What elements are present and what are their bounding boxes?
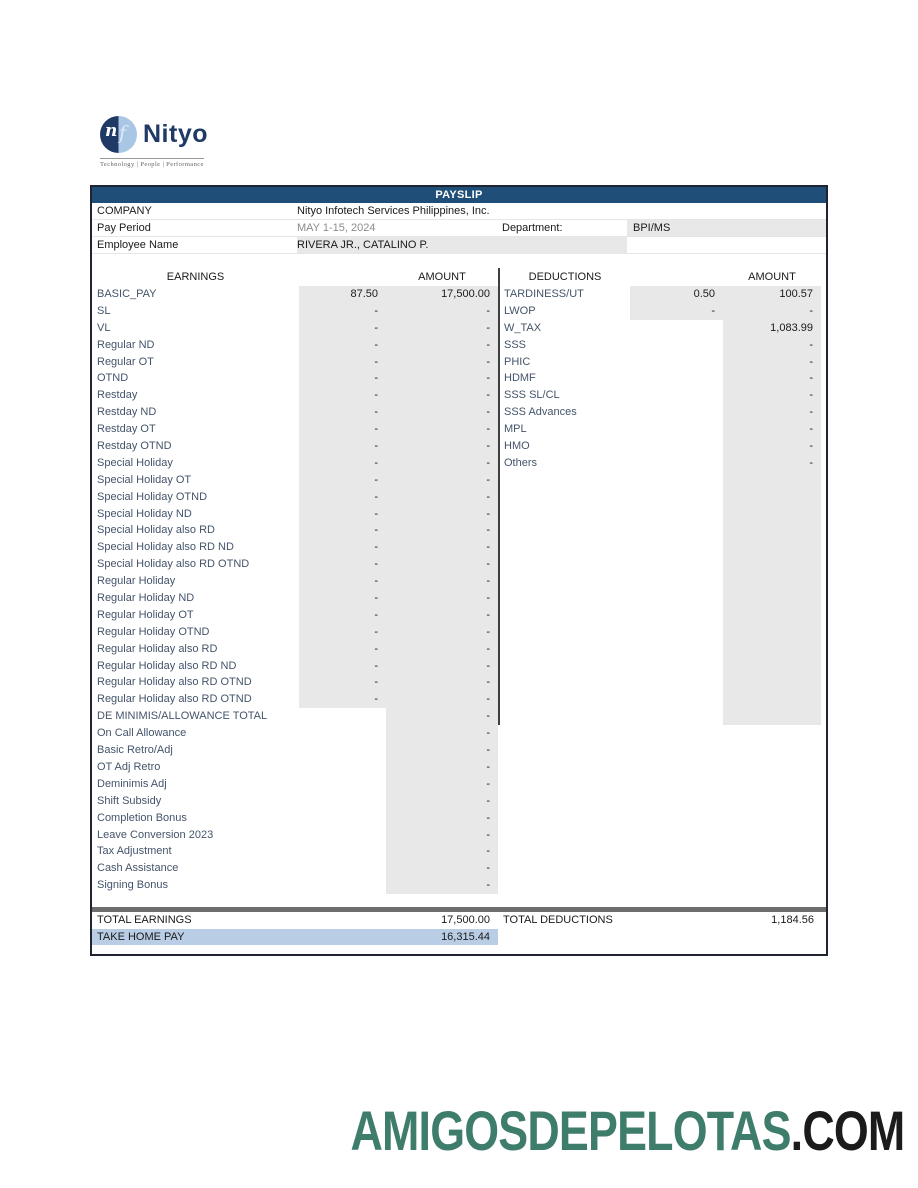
deduction-row xyxy=(500,320,826,337)
earning-row xyxy=(92,455,498,472)
item-hours: - xyxy=(299,455,386,472)
item-hours: - xyxy=(299,370,386,387)
item-amount: 17,500.00 xyxy=(386,286,498,303)
earning-row xyxy=(92,793,498,810)
employee-value: RIVERA JR., CATALINO P. xyxy=(297,237,627,253)
department-label: Department: xyxy=(502,222,563,234)
total-deductions-label: TOTAL DEDUCTIONS xyxy=(503,914,613,927)
item-amount: - xyxy=(386,843,498,860)
item-hours xyxy=(630,438,723,455)
item-hours xyxy=(630,404,723,421)
item-label: Restday OT xyxy=(97,423,156,436)
item-label: Special Holiday xyxy=(97,456,173,469)
employee-row xyxy=(92,237,826,254)
earning-row xyxy=(92,337,498,354)
item-hours: - xyxy=(299,607,386,624)
earning-row xyxy=(92,472,498,489)
item-label: BASIC_PAY xyxy=(97,288,157,300)
item-hours: - xyxy=(299,404,386,421)
item-label: Regular Holiday also RD ND xyxy=(97,659,237,672)
item-hours xyxy=(630,421,723,438)
item-hours xyxy=(299,793,386,810)
deduction-row xyxy=(500,438,826,455)
item-label: Regular Holiday also RD xyxy=(97,642,218,655)
item-amount: - xyxy=(386,421,498,438)
item-hours: - xyxy=(299,624,386,641)
item-amount: - xyxy=(386,708,498,725)
item-hours xyxy=(299,810,386,827)
item-hours: - xyxy=(299,539,386,556)
item-hours: - xyxy=(299,387,386,404)
earning-row xyxy=(92,438,498,455)
deduction-row xyxy=(500,404,826,421)
item-amount: - xyxy=(386,607,498,624)
earnings-header xyxy=(92,268,498,286)
deduction-row xyxy=(500,421,826,438)
item-label: Special Holiday also RD xyxy=(97,524,215,537)
item-label: SSS Advances xyxy=(504,406,577,419)
item-label: Special Holiday OT xyxy=(97,473,192,486)
item-hours: 87.50 xyxy=(299,286,386,303)
item-amount: - xyxy=(386,472,498,489)
item-label: LWOP xyxy=(504,304,536,317)
take-home-pay-highlight xyxy=(92,929,498,945)
company-value: Nityo Infotech Services Philippines, Inc. xyxy=(297,205,490,217)
earning-row xyxy=(92,759,498,776)
item-label: Regular Holiday also RD OTND xyxy=(97,693,252,706)
item-label: W_TAX xyxy=(504,321,542,334)
item-hours: - xyxy=(299,303,386,320)
item-amount: - xyxy=(386,438,498,455)
total-earnings-value: 17,500.00 xyxy=(441,914,490,927)
item-label: Cash Assistance xyxy=(97,862,179,875)
item-hours: 0.50 xyxy=(630,286,723,303)
total-earnings-label: TOTAL EARNINGS xyxy=(97,914,192,927)
earning-row xyxy=(92,725,498,742)
item-hours xyxy=(630,337,723,354)
earning-row xyxy=(92,877,498,894)
item-hours xyxy=(630,370,723,387)
item-hours: - xyxy=(299,556,386,573)
item-hours: - xyxy=(299,658,386,675)
item-hours: - xyxy=(630,303,723,320)
item-amount: - xyxy=(386,522,498,539)
item-hours xyxy=(299,877,386,894)
earning-row xyxy=(92,691,498,708)
item-hours xyxy=(630,387,723,404)
deduction-row xyxy=(500,455,826,472)
item-label: OTND xyxy=(97,372,129,385)
item-label: Regular ND xyxy=(97,338,155,351)
item-label: Leave Conversion 2023 xyxy=(97,828,214,841)
pay-period-label: Pay Period xyxy=(97,222,151,234)
item-amount: - xyxy=(723,438,821,455)
item-label: Signing Bonus xyxy=(97,879,168,892)
earning-row xyxy=(92,827,498,844)
item-hours: - xyxy=(299,522,386,539)
deductions-amount-header: AMOUNT xyxy=(748,271,796,283)
item-amount: - xyxy=(386,455,498,472)
earning-row xyxy=(92,708,498,725)
earning-row xyxy=(92,658,498,675)
item-hours xyxy=(299,827,386,844)
item-label: Regular Holiday also RD OTND xyxy=(97,676,252,689)
deduction-row xyxy=(500,303,826,320)
item-amount: - xyxy=(386,404,498,421)
item-hours: - xyxy=(299,641,386,658)
item-label: Deminimis Adj xyxy=(97,777,167,790)
item-amount: - xyxy=(386,337,498,354)
item-amount: - xyxy=(386,725,498,742)
earning-row xyxy=(92,810,498,827)
item-label: DE MINIMIS/ALLOWANCE TOTAL xyxy=(97,710,268,723)
earnings-section xyxy=(92,268,498,894)
item-amount: - xyxy=(386,641,498,658)
item-amount: - xyxy=(386,556,498,573)
item-amount: - xyxy=(386,506,498,523)
item-label: Regular Holiday ND xyxy=(97,592,195,605)
payslip-card xyxy=(90,185,828,956)
item-label: On Call Allowance xyxy=(97,727,187,740)
deduction-row xyxy=(500,370,826,387)
deductions-filler-shading xyxy=(723,472,821,726)
item-amount: - xyxy=(386,691,498,708)
earning-row xyxy=(92,387,498,404)
item-amount: - xyxy=(723,370,821,387)
earnings-deductions-area xyxy=(92,268,826,894)
earning-row xyxy=(92,674,498,691)
item-hours xyxy=(299,843,386,860)
earning-row xyxy=(92,370,498,387)
item-hours xyxy=(299,860,386,877)
earning-row xyxy=(92,506,498,523)
earnings-title: EARNINGS xyxy=(166,271,225,283)
item-amount: 100.57 xyxy=(723,286,821,303)
item-amount: - xyxy=(386,810,498,827)
item-hours xyxy=(299,742,386,759)
nityo-logo-icon xyxy=(100,116,137,153)
earning-row xyxy=(92,303,498,320)
item-label: SSS SL/CL xyxy=(504,389,560,402)
total-deductions-value: 1,184.56 xyxy=(771,914,814,927)
deductions-title: DEDUCTIONS xyxy=(528,271,602,283)
earning-row xyxy=(92,286,498,303)
item-amount: - xyxy=(386,590,498,607)
item-hours xyxy=(299,776,386,793)
item-amount: - xyxy=(386,370,498,387)
item-label: Completion Bonus xyxy=(97,811,187,824)
item-amount: - xyxy=(386,320,498,337)
item-label: SSS xyxy=(504,338,527,351)
item-amount: - xyxy=(386,759,498,776)
brand-tagline: Technology | People | Performance xyxy=(100,161,204,168)
item-hours: - xyxy=(299,320,386,337)
item-amount: - xyxy=(386,489,498,506)
item-amount: - xyxy=(723,303,821,320)
earning-row xyxy=(92,421,498,438)
item-hours xyxy=(630,320,723,337)
deductions-section xyxy=(500,268,826,725)
earning-row xyxy=(92,404,498,421)
take-home-pay-label: TAKE HOME PAY xyxy=(97,931,185,944)
item-hours: - xyxy=(299,421,386,438)
item-amount: - xyxy=(386,742,498,759)
item-hours: - xyxy=(299,472,386,489)
item-hours: - xyxy=(299,337,386,354)
nityo-logo xyxy=(100,116,270,168)
earning-row xyxy=(92,320,498,337)
item-amount: - xyxy=(723,337,821,354)
item-amount: - xyxy=(386,539,498,556)
item-label: HDMF xyxy=(504,372,536,385)
earnings-rows xyxy=(92,286,498,894)
item-label: Regular Holiday xyxy=(97,575,176,588)
item-label: Special Holiday ND xyxy=(97,507,192,520)
item-label: Regular Holiday OT xyxy=(97,608,194,621)
item-label: TARDINESS/UT xyxy=(504,288,584,300)
item-amount: - xyxy=(386,303,498,320)
item-label: Special Holiday also RD OTND xyxy=(97,558,250,571)
item-label: SL xyxy=(97,304,111,317)
deduction-row xyxy=(500,387,826,404)
brand-name: Nityo xyxy=(143,120,208,148)
item-amount: - xyxy=(723,421,821,438)
company-label: COMPANY xyxy=(97,205,152,217)
logo-monogram-n: n xyxy=(105,121,118,141)
earning-row xyxy=(92,607,498,624)
item-label: Regular OT xyxy=(97,355,154,368)
item-amount: - xyxy=(386,624,498,641)
earning-row xyxy=(92,522,498,539)
item-amount: - xyxy=(386,860,498,877)
item-amount: - xyxy=(386,354,498,371)
item-hours: - xyxy=(299,674,386,691)
deductions-rows xyxy=(500,286,826,472)
earning-row xyxy=(92,539,498,556)
earning-row xyxy=(92,354,498,371)
item-label: HMO xyxy=(504,440,530,453)
item-label: Tax Adjustment xyxy=(97,845,172,858)
earning-row xyxy=(92,742,498,759)
site-watermark xyxy=(350,1098,904,1163)
item-amount: 1,083.99 xyxy=(723,320,821,337)
item-amount: - xyxy=(386,827,498,844)
earning-row xyxy=(92,573,498,590)
earning-row xyxy=(92,489,498,506)
earning-row xyxy=(92,556,498,573)
item-label: Others xyxy=(504,456,538,469)
item-label: MPL xyxy=(504,423,527,436)
item-amount: - xyxy=(723,354,821,371)
item-hours xyxy=(630,354,723,371)
deductions-header xyxy=(500,268,826,286)
item-hours: - xyxy=(299,506,386,523)
item-hours: - xyxy=(299,438,386,455)
item-amount: - xyxy=(386,658,498,675)
item-amount: - xyxy=(723,455,821,472)
item-hours: - xyxy=(299,590,386,607)
department-value: BPI/MS xyxy=(627,220,826,236)
logo-divider xyxy=(100,158,204,159)
pay-period-row xyxy=(92,220,826,237)
item-amount: - xyxy=(723,404,821,421)
item-hours: - xyxy=(299,354,386,371)
item-label: Basic Retro/Adj xyxy=(97,744,173,757)
take-home-pay-value: 16,315.44 xyxy=(441,931,490,944)
item-hours: - xyxy=(299,489,386,506)
earning-row xyxy=(92,624,498,641)
item-label: Restday OTND xyxy=(97,440,172,453)
earnings-amount-header: AMOUNT xyxy=(418,271,466,283)
item-label: VL xyxy=(97,321,111,334)
watermark-primary: AMIGOSDEPELOTAS xyxy=(350,1099,791,1162)
item-amount: - xyxy=(723,387,821,404)
earning-row xyxy=(92,776,498,793)
take-home-pay-row xyxy=(92,929,826,945)
deduction-row xyxy=(500,337,826,354)
item-hours: - xyxy=(299,573,386,590)
earning-row xyxy=(92,860,498,877)
item-label: Restday ND xyxy=(97,406,157,419)
item-label: Special Holiday also RD ND xyxy=(97,541,234,554)
item-amount: - xyxy=(386,573,498,590)
deduction-row xyxy=(500,354,826,371)
earning-row xyxy=(92,590,498,607)
item-label: OT Adj Retro xyxy=(97,760,161,773)
earning-row xyxy=(92,641,498,658)
item-amount: - xyxy=(386,674,498,691)
company-row xyxy=(92,203,826,220)
item-label: Special Holiday OTND xyxy=(97,490,208,503)
item-hours xyxy=(299,759,386,776)
item-amount: - xyxy=(386,387,498,404)
employee-label: Employee Name xyxy=(97,239,179,251)
watermark-suffix: .COM xyxy=(790,1099,904,1162)
item-label: Restday xyxy=(97,389,138,402)
pay-period-value: MAY 1-15, 2024 xyxy=(297,222,376,234)
totals-row xyxy=(92,912,826,929)
item-hours xyxy=(299,725,386,742)
deduction-row xyxy=(500,286,826,303)
item-amount: - xyxy=(386,776,498,793)
item-hours xyxy=(299,708,386,725)
item-label: Regular Holiday OTND xyxy=(97,625,210,638)
earning-row xyxy=(92,843,498,860)
logo-monogram-f: f xyxy=(119,122,127,144)
item-amount: - xyxy=(386,793,498,810)
item-hours xyxy=(630,455,723,472)
payslip-title: PAYSLIP xyxy=(92,187,826,203)
item-label: Shift Subsidy xyxy=(97,794,162,807)
item-label: PHIC xyxy=(504,355,531,368)
item-amount: - xyxy=(386,877,498,894)
item-hours: - xyxy=(299,691,386,708)
